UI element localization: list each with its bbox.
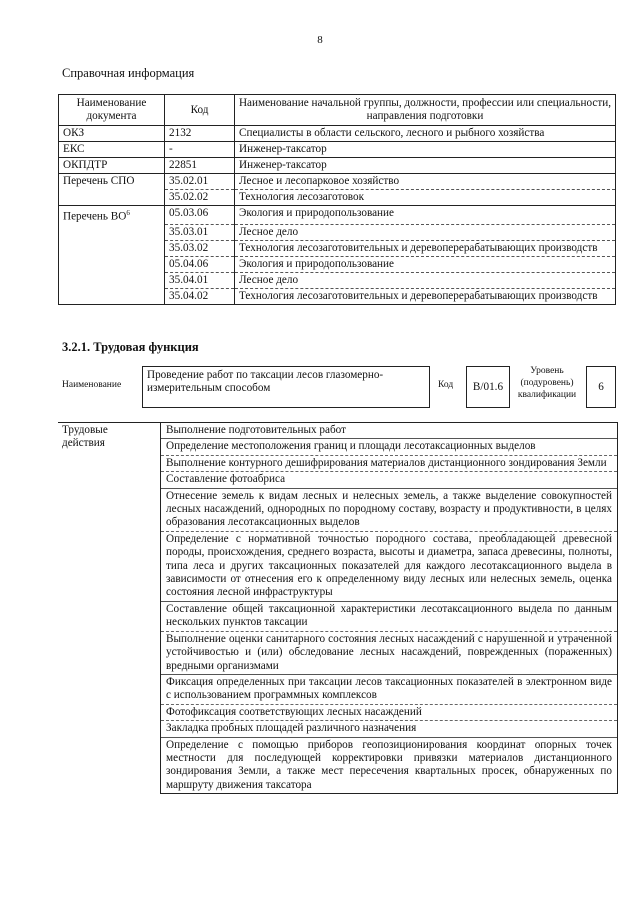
cell-code: 35.04.02 bbox=[165, 289, 235, 305]
section-title: Справочная информация bbox=[62, 66, 195, 80]
function-name: Проведение работ по таксации лесов глазомерно-измерительным способом bbox=[142, 366, 430, 408]
cell-document bbox=[59, 225, 165, 241]
cell-name: Технология лесозаготовительных и деревоперерабатывающих производств bbox=[235, 289, 616, 305]
cell-name: Экология и природопользование bbox=[235, 206, 616, 225]
cell-name: Инженер-таксатор bbox=[235, 158, 616, 174]
table-row bbox=[59, 190, 616, 206]
header-name: Наименование начальной группы, должности, профессии или специальности, направления подготовки bbox=[235, 95, 616, 126]
reference-table bbox=[58, 94, 616, 305]
table-row bbox=[59, 241, 616, 257]
labor-actions-label bbox=[62, 424, 108, 450]
cell-document bbox=[59, 257, 165, 273]
cell-name: Лесное и лесопарковое хозяйство bbox=[235, 174, 616, 190]
footnote-marker: 6 bbox=[126, 209, 130, 217]
labor-action: Составление общей таксационной характеристики лесотаксационного выдела по данным нескольких пунктов таксации bbox=[161, 601, 617, 631]
labor-action: Отнесение земель к видам лесных и нелесных земель, а также выделение совокупностей лесных насаждений, однородных по породному составу, возрасту и продуктивности, в целях образования лесотаксационных выделов bbox=[161, 488, 617, 531]
cell-name: Инженер-таксатор bbox=[235, 142, 616, 158]
table-row bbox=[59, 174, 616, 190]
labor-action: Выполнение подготовительных работ bbox=[161, 422, 617, 438]
function-code: B/01.6 bbox=[466, 366, 510, 408]
labor-actions-label-line: Трудовые bbox=[62, 424, 108, 436]
cell-code: 35.04.01 bbox=[165, 273, 235, 289]
function-name-label: Наименование bbox=[62, 380, 122, 390]
function-heading: 3.2.1. Трудовая функция bbox=[62, 340, 199, 354]
cell-name: Лесное дело bbox=[235, 225, 616, 241]
cell-document bbox=[59, 241, 165, 257]
labor-action: Определение с нормативной точностью породного состава, преобладающей древесной породы, происхождения, среднего возраста, высоты и диаметра, запаса древесины, полноты, типа леса и других таксационных показателей для каждого лесотаксационного выдела в зависимости от отнесения его к определенному виду лесных или нелесных земель, оценка состояния лесной инфраструктуры bbox=[161, 531, 617, 601]
cell-document bbox=[59, 273, 165, 289]
cell-document bbox=[59, 206, 165, 225]
page-number: 8 bbox=[317, 34, 323, 46]
level-label-line: квалификации bbox=[517, 390, 577, 400]
labor-action: Фиксация определенных при таксации лесов таксационных показателей в электронном виде с использованием программных комплексов bbox=[161, 674, 617, 704]
table-row bbox=[59, 158, 616, 174]
cell-code: 05.03.06 bbox=[165, 206, 235, 225]
table-row bbox=[59, 289, 616, 305]
labor-actions-label-line: действия bbox=[62, 437, 105, 449]
cell-document bbox=[59, 289, 165, 305]
cell-name: Технология лесозаготовок bbox=[235, 190, 616, 206]
table-row bbox=[59, 257, 616, 273]
labor-action: Определение с помощью приборов геопозиционирования координат опорных точек местности для последующей корректировки привязки материалов дистанционного зондирования Земли, а также мест пересечения квартальных просек, обнаруженных по маршруту движения таксатора bbox=[161, 737, 617, 794]
labor-action: Выполнение контурного дешифрирования материалов дистанционного зондирования Земли bbox=[161, 455, 617, 471]
cell-code: - bbox=[165, 142, 235, 158]
cell-document: ЕКС bbox=[59, 142, 165, 158]
cell-code: 35.02.01 bbox=[165, 174, 235, 190]
divider bbox=[58, 422, 160, 423]
cell-code: 35.02.02 bbox=[165, 190, 235, 206]
cell-code: 35.03.01 bbox=[165, 225, 235, 241]
table-header-row bbox=[59, 95, 616, 126]
table-row bbox=[59, 126, 616, 142]
cell-document bbox=[59, 190, 165, 206]
cell-name: Специалисты в области сельского, лесного и рыбного хозяйства bbox=[235, 126, 616, 142]
labor-action: Закладка пробных площадей различного назначения bbox=[161, 720, 617, 736]
cell-document: ОКПДТР bbox=[59, 158, 165, 174]
level-label-line: (подуровень) bbox=[520, 378, 574, 388]
table-row bbox=[59, 225, 616, 241]
function-code-label: Код bbox=[438, 380, 454, 390]
cell-name: Экология и природопользование bbox=[235, 257, 616, 273]
header-document: Наименование документа bbox=[59, 95, 165, 126]
labor-actions-list bbox=[160, 422, 618, 794]
qualification-level-label bbox=[514, 365, 580, 401]
cell-code: 35.03.02 bbox=[165, 241, 235, 257]
labor-action: Фотофиксация соответствующих лесных насаждений bbox=[161, 704, 617, 720]
level-label-line: Уровень bbox=[530, 366, 564, 376]
cell-code: 2132 bbox=[165, 126, 235, 142]
cell-document: ОКЗ bbox=[59, 126, 165, 142]
cell-code: 22851 bbox=[165, 158, 235, 174]
cell-name: Лесное дело bbox=[235, 273, 616, 289]
qualification-level: 6 bbox=[586, 366, 616, 408]
labor-action: Определение местоположения границ и площади лесотаксационных выделов bbox=[161, 438, 617, 454]
doc-vo-label: Перечень ВО bbox=[63, 210, 127, 223]
table-row bbox=[59, 206, 616, 225]
table-row bbox=[59, 142, 616, 158]
table-row bbox=[59, 273, 616, 289]
labor-action: Составление фотоабриса bbox=[161, 471, 617, 487]
cell-code: 05.04.06 bbox=[165, 257, 235, 273]
header-code: Код bbox=[165, 95, 235, 126]
cell-name: Технология лесозаготовительных и деревоперерабатывающих производств bbox=[235, 241, 616, 257]
cell-document: Перечень СПО bbox=[59, 174, 165, 190]
labor-action: Выполнение оценки санитарного состояния лесных насаждений с нарушенной и утраченной устойчивостью и (или) обследование лесных насаждений, поврежденных (пораженных) вредными организмами bbox=[161, 631, 617, 674]
